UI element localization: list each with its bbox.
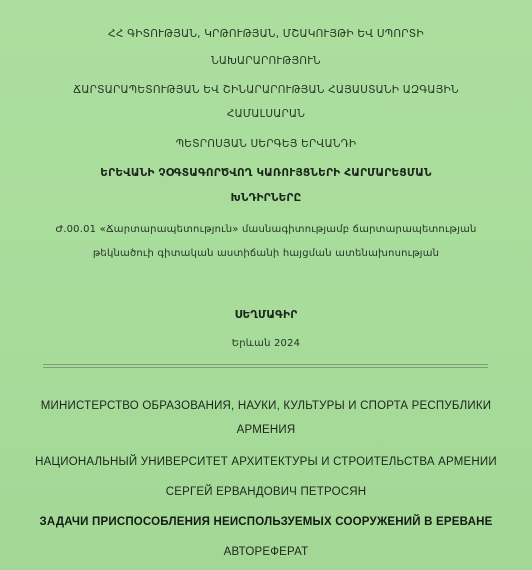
russian-university: НАЦИОНАЛЬНЫЙ УНИВЕРСИТЕТ АРХИТЕКТУРЫ И СТРОИТЕЛЬСТВА АРМЕНИИ: [35, 456, 497, 468]
armenian-specialty-line1: Ժ.00.01 «Ճարտարապետություն» մասնագիտությամբ ճարտարապետության: [55, 224, 477, 235]
russian-doc-type: АВТОРЕФЕРАТ: [223, 546, 309, 558]
armenian-doc-type: ՍԵՂՄԱԳԻՐ: [234, 309, 298, 321]
russian-ministry-line2: АРМЕНИЯ: [236, 424, 296, 436]
armenian-specialty-line2: թեկնածուի գիտական աստիճանի հայցման ատենախոսության: [92, 248, 440, 259]
russian-ministry-line1: МИНИСТЕРСТВО ОБРАЗОВАНИЯ, НАУКИ, КУЛЬТУРЫ И СПОРТА РЕСПУБЛИКИ: [40, 400, 492, 412]
armenian-university-line1: ՃԱՐՏԱՐԱՊԵՏՈՒԹՅԱՆ ԵՎ ՇԻՆԱՐԱՐՈՒԹՅԱՆ ՀԱՅԱՍՏԱՆԻ ԱԶԳԱՅԻՆ: [73, 84, 459, 96]
divider-line-top: [43, 364, 488, 365]
armenian-ministry-line1: ՀՀ ԳԻՏՈՒԹՅԱՆ, ԿՐԹՈՒԹՅԱՆ, ՄՇԱԿՈՒՅԹԻ ԵՎ ՍՊՈՐՏԻ: [108, 28, 424, 40]
armenian-university-line2: ՀԱՄԱԼՍԱՐԱՆ: [226, 108, 306, 120]
russian-title: ЗАДАЧИ ПРИСПОСОБЛЕНИЯ НЕИСПОЛЬЗУЕМЫХ СООРУЖЕНИЙ В ЕРЕВАНЕ: [39, 516, 493, 528]
divider-line-bottom: [43, 367, 488, 368]
armenian-author: ՊԵՏՐՈՍՅԱՆ ՍԵՐԳԵՅ ԵՐՎԱՆԴԻ: [175, 138, 357, 150]
russian-author: СЕРГЕЙ ЕРВАНДОВИЧ ПЕТРОСЯН: [165, 486, 367, 498]
armenian-title-line2: ԽՆԴԻՐՆԵՐԸ: [230, 192, 302, 204]
armenian-ministry-line2: ՆԱԽԱՐԱՐՈՒԹՅՈՒՆ: [211, 55, 321, 67]
armenian-title-line1: ԵՐԵՎԱՆԻ ՉՕԳՏԱԳՈՐԾՎՈՂ ԿԱՌՈՒՅՑՆԵՐԻ ՀԱՐՄԱՐԵՑՄԱՆ: [100, 167, 432, 179]
armenian-city-year: Երևան 2024: [231, 338, 301, 349]
